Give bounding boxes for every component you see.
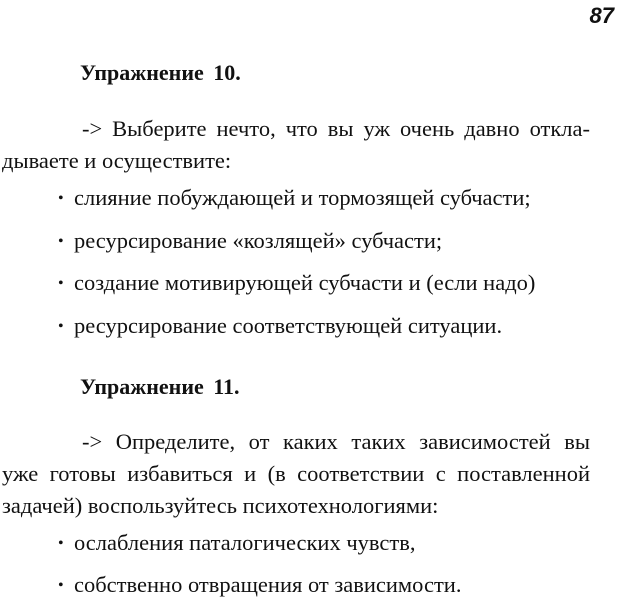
bullet-text: ослабления паталогических чувств,: [74, 530, 416, 555]
exercise-10-intro-line-2: дываете и осуществите:: [2, 148, 232, 173]
bullet-text: собственно отвращения от зависимости.: [74, 572, 462, 597]
bullet-dot: •: [58, 233, 64, 250]
bullet-dot: •: [58, 577, 64, 594]
bullet-text: ресурсирование соответствующей ситуации.: [74, 313, 503, 338]
exercise-11-intro-line-3: задачей) воспользуйтесь психотехнологиями:: [2, 493, 439, 518]
exercise-10-bullet-1: [58, 184, 531, 213]
exercise-11-bullet-1: [58, 529, 415, 558]
exercise-11-bullet-2: [58, 571, 461, 600]
exercise-10-bullet-4: [58, 312, 502, 341]
bullet-dot: •: [58, 275, 64, 292]
exercise-10-bullet-3: [58, 269, 535, 298]
bullet-text: слияние побуждающей и тормозящей субчасти;: [74, 185, 531, 210]
bullet-text: ресурсирование «козлящей» субчасти;: [74, 228, 443, 253]
bullet-text: создание мотивирующей субчасти и (если надо): [74, 270, 536, 295]
exercise-11-intro-line-2: уже готовы избавиться и (в соответствии с поставленной: [2, 461, 590, 486]
bullet-dot: •: [58, 535, 64, 552]
exercise-11-heading: Упражнение 11.: [80, 374, 240, 399]
exercise-10-heading: Упражнение 10.: [80, 60, 241, 85]
exercise-10-intro: [2, 113, 590, 177]
exercise-11-intro: [2, 426, 590, 522]
exercise-10-intro-line-1: -> Выберите нечто, что вы уж очень давно откла-: [82, 116, 590, 141]
bullet-dot: •: [58, 318, 64, 335]
page-number: 87: [589, 3, 614, 28]
bullet-dot: •: [58, 190, 64, 207]
exercise-11-intro-line-1: -> Определите, от каких таких зависимостей вы: [82, 429, 590, 454]
exercise-10-bullet-2: [58, 227, 442, 256]
